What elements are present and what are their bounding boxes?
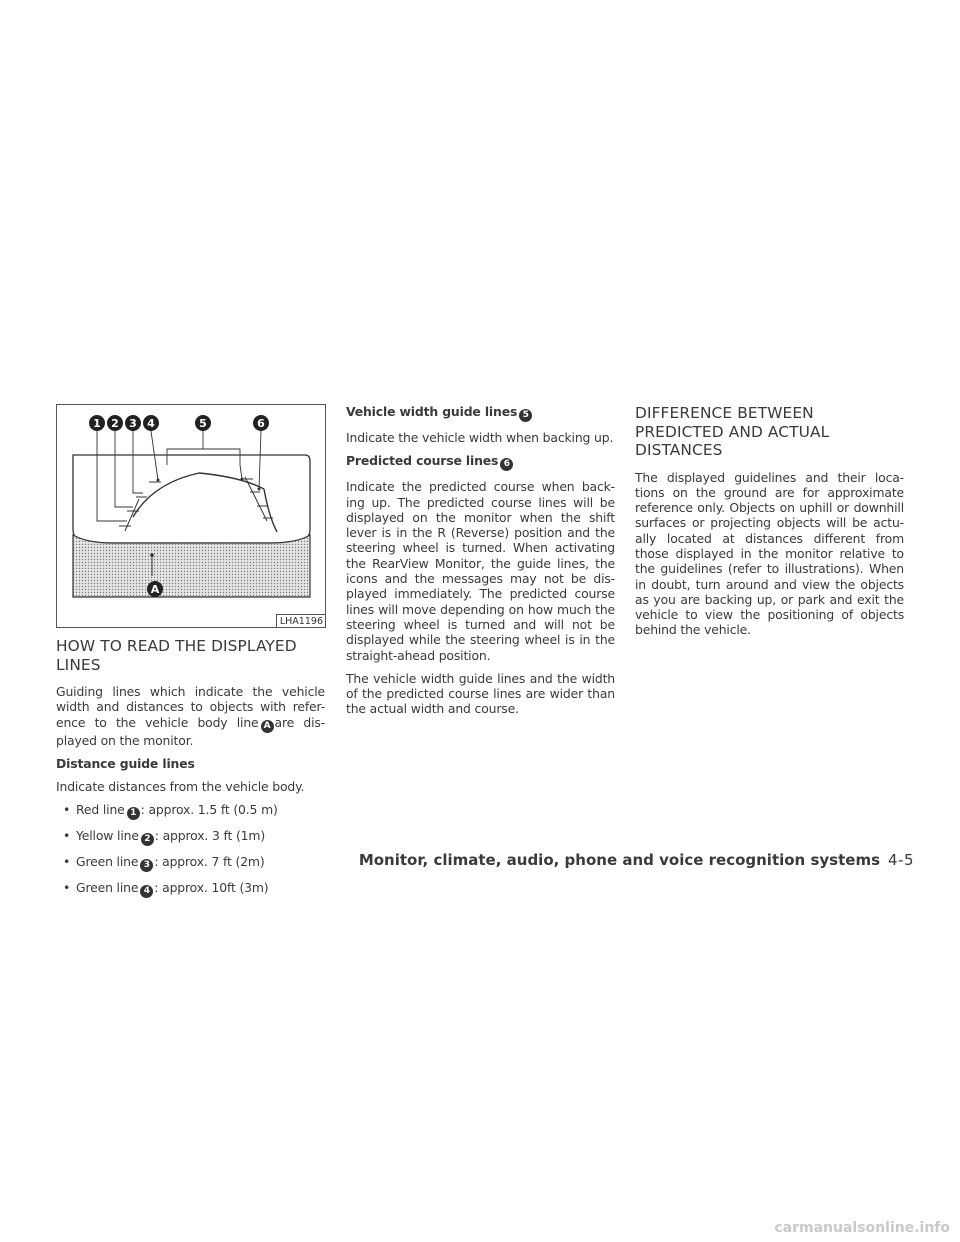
marker-6-icon: 6 xyxy=(500,458,513,471)
marker-5-icon: 5 xyxy=(519,409,532,422)
wider-lines-text: The vehicle width guide lines and the width of the predicted course lines are wider than the actual width and course. xyxy=(346,670,615,717)
intro-paragraph xyxy=(56,684,325,748)
rearview-guide-lines-figure xyxy=(56,404,326,628)
bullet-value: : approx. 7 ft (2m) xyxy=(154,854,265,870)
figure-code: LHA1196 xyxy=(276,614,325,627)
callout-6-icon xyxy=(253,415,269,431)
bullet-label: Red line xyxy=(76,802,125,818)
width-guide-heading-text: Vehicle width guide lines xyxy=(346,404,518,419)
course-lines-text: Indicate the predicted course when back- ing up. The predicted course lines will be displayed on the monitor when the shift lever is in the R (Reverse) position and the steering wheel is turned. When activating the RearView Monitor, the guide lines, the icons and the messages may not be dis- played immediately. The predicted course lines will move depending on how much the steering wheel is turned and will not be displayed while the steering wheel is in the straight-ahead position. xyxy=(346,479,615,663)
intro-text-post: are dis- played on the monitor. xyxy=(56,714,325,748)
chapter-title: Monitor, climate, audio, phone and voice recognition systems xyxy=(358,851,880,869)
page-number: 4-5 xyxy=(888,851,914,869)
column-middle xyxy=(346,404,615,725)
callout-a-label: A xyxy=(150,583,160,596)
bullet-value: : approx. 3 ft (1m) xyxy=(154,828,265,844)
bullet-value: : approx. 10ft (3m) xyxy=(154,880,269,896)
callout-a-icon xyxy=(147,581,163,597)
callout-5-label: 5 xyxy=(199,417,207,430)
callout-4-label: 4 xyxy=(147,417,155,430)
bullet-label: Yellow line xyxy=(76,828,139,844)
callout-3-icon xyxy=(125,415,141,431)
watermark: carmanualsonline.info xyxy=(774,1220,950,1236)
bullet-label: Green line xyxy=(76,880,139,896)
distance-guide-heading: Distance guide lines xyxy=(56,755,195,771)
list-item xyxy=(76,854,325,872)
callout-2-icon xyxy=(107,415,123,431)
callout-5-icon xyxy=(195,415,211,431)
callout-4-icon xyxy=(143,415,159,431)
course-lines-heading xyxy=(346,453,615,471)
page-footer xyxy=(359,851,914,869)
callout-1-icon xyxy=(89,415,105,431)
callout-1-label: 1 xyxy=(93,417,101,430)
callout-2-label: 2 xyxy=(111,417,119,430)
width-guide-text: Indicate the vehicle width when backing up. xyxy=(346,430,614,445)
marker-3-icon: 3 xyxy=(140,859,153,872)
difference-text: The displayed guidelines and their loca- tions on the ground are for approximate reference only. Objects on uphill or downhill surfaces or projecting objects will be actu- ally located at distances different from those displayed in the monitor relative to the guidelines (refer to illustrations). When in doubt, turn around and view the objects as you are backing up, or park and exit the vehicle to view the positioning of objects behind the vehicle. xyxy=(635,469,904,638)
section-title-difference: DIFFERENCE BETWEEN PREDICTED AND ACTUAL DISTANCES xyxy=(635,404,830,459)
bullet-label: Green line xyxy=(76,854,139,870)
bullet-value: : approx. 1.5 ft (0.5 m) xyxy=(140,802,278,818)
section-title-read-lines: HOW TO READ THE DISPLAYED LINES xyxy=(56,637,297,674)
width-guide-heading xyxy=(346,404,615,422)
marker-a-icon: A xyxy=(261,720,274,733)
marker-2-icon: 2 xyxy=(141,833,154,846)
callout-3-label: 3 xyxy=(129,417,137,430)
list-item xyxy=(76,880,325,898)
distance-intro: Indicate distances from the vehicle body. xyxy=(56,779,305,795)
course-lines-heading-text: Predicted course lines xyxy=(346,453,499,469)
distance-list xyxy=(76,802,325,898)
column-left xyxy=(56,404,325,906)
guide-lines-illustration xyxy=(57,405,325,627)
column-right xyxy=(635,404,904,646)
marker-1-icon: 1 xyxy=(127,807,140,820)
marker-4-icon: 4 xyxy=(140,885,153,898)
intro-text-pre: Guiding lines which indicate the vehicle width and distances to objects with refer- ence to the vehicle body line xyxy=(56,684,325,730)
list-item xyxy=(76,802,325,820)
list-item xyxy=(76,828,325,846)
callout-6-label: 6 xyxy=(257,417,265,430)
